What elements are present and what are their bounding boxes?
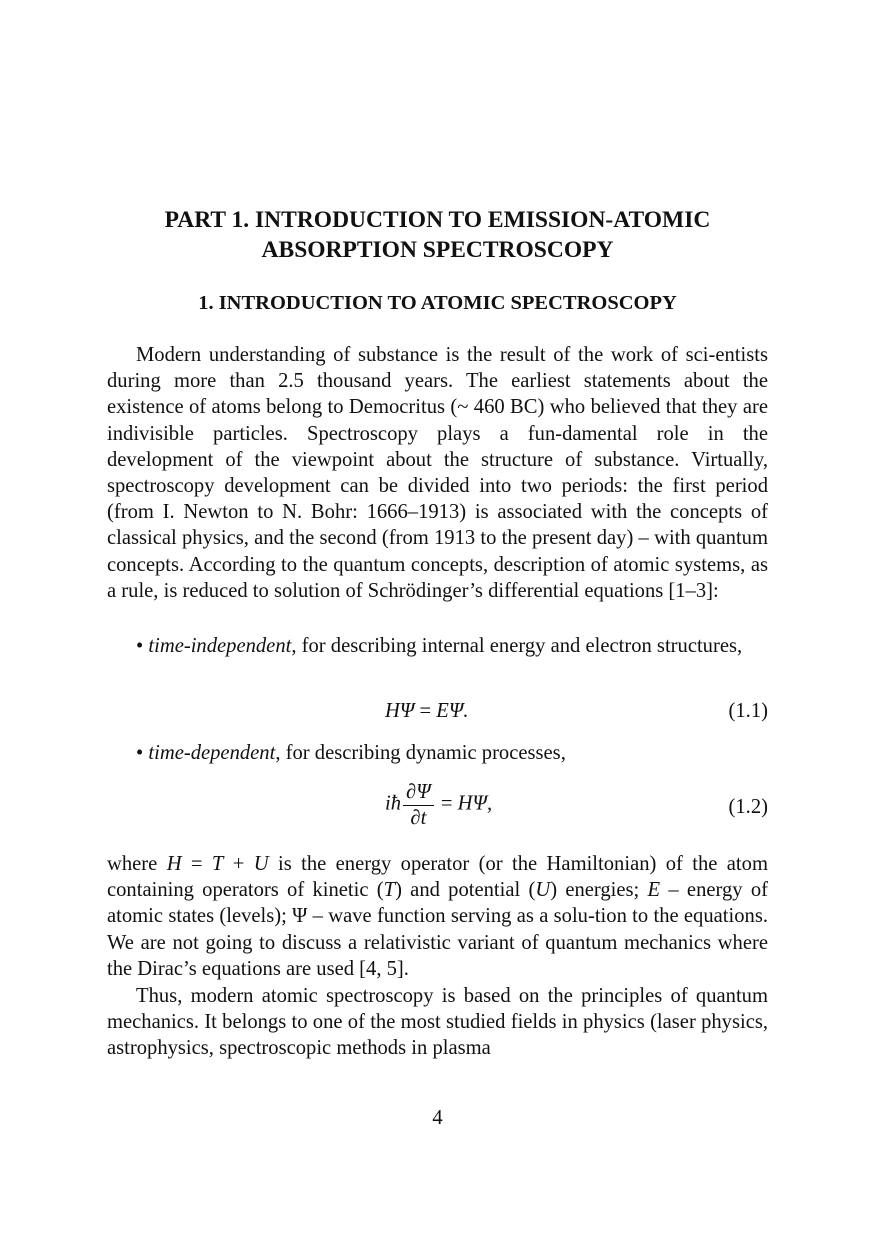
chapter-title: 1. INTRODUCTION TO ATOMIC SPECTROSCOPY [198, 292, 677, 314]
paragraph-intro-text: Modern understanding of substance is the result of the work of sci-entists during more than 2.5 thousand years. The earliest statements about the existence of atoms belong to Democritus (~ 460 BC) who believed that they are indivisible particles. Spectroscopy plays a fun-damental role in the development of the viewpoint about the structure of substance. Virtually, spectroscopy development can be divided into two periods: the first period (from I. Newton to N. Bohr: 1666–1913) is associated with the concepts of classical physics, and the second (from 1913 to the present day) – with quantum concepts. According to the quantum concepts, description of atomic systems, as a rule, is reduced to solution of Schrödinger’s differential equations [1–3]: [107, 344, 768, 602]
bullet-time-independent [107, 633, 768, 659]
symbol-u: U [535, 879, 551, 902]
equation-1-2 [107, 780, 768, 842]
symbol-h: H [166, 853, 182, 875]
bullet-text: , for describing internal energy and electron structures, [291, 635, 743, 657]
paragraph-where [107, 851, 768, 982]
equation-1-2-number: (1.2) [728, 796, 768, 818]
bullet-time-dependent [107, 740, 768, 766]
equation-1-1-equals: = [414, 700, 437, 722]
paragraph-where-text [107, 851, 768, 982]
part-title [107, 205, 768, 265]
equation-1-1-rhs: EΨ. [436, 700, 469, 722]
part-title-line-1: PART 1. INTRODUCTION TO EMISSION-ATOMIC [164, 207, 711, 233]
symbol-u: U [253, 853, 269, 875]
equation-1-2-prefix: iħ [385, 792, 402, 815]
symbol-t: T [211, 853, 224, 875]
part-title-line-2: ABSORPTION SPECTROSCOPY [261, 237, 614, 263]
equation-1-1 [107, 700, 768, 728]
equation-1-2-equals: = [435, 792, 458, 815]
text-run: + [223, 853, 254, 875]
text-run: = [181, 853, 212, 875]
equation-1-1-lhs: HΨ [385, 700, 415, 722]
bullet-term: time-independent [148, 635, 292, 657]
paragraph-thus-text: Thus, modern atomic spectroscopy is based on the principles of quantum mechanics. It belongs to one of the most studied fields in physics (laser physics, astrophysics, spectroscopic methods in plasma [107, 985, 768, 1060]
equation-1-2-expression [385, 780, 492, 830]
text-run: where [107, 853, 167, 875]
symbol-e: E [647, 879, 661, 902]
bullet-term: time-dependent [148, 742, 276, 764]
equation-1-1-expression [385, 700, 469, 723]
page-number: 4 [432, 1107, 443, 1129]
paragraph-intro [107, 342, 768, 604]
text-run: ) and potential ( [395, 879, 536, 902]
text-run: ) energies; [550, 879, 648, 902]
bullet-marker: • [136, 635, 144, 657]
symbol-t: T [383, 879, 396, 902]
equation-1-2-denominator: ∂t [410, 807, 427, 829]
bullet-marker: • [136, 742, 144, 764]
text-run: – energy of atomic states (levels); Ψ – wave function serving as a solu-tion to the equations. We are not going to discuss a relativistic variant of quantum mechanics where the Dirac’s equations are used [4, 5]. [107, 879, 768, 980]
equation-1-2-fraction [403, 780, 434, 830]
equation-1-2-rhs: HΨ, [457, 792, 493, 815]
bullet-text: , for describing dynamic processes, [275, 742, 566, 764]
paragraph-thus [107, 983, 768, 1062]
text-run: is the energy operator (or the Hamiltonian) of the atom containing operators of kinetic ( [107, 853, 768, 902]
equation-1-1-number: (1.1) [728, 700, 768, 722]
equation-1-2-numerator: ∂Ψ [403, 780, 434, 806]
